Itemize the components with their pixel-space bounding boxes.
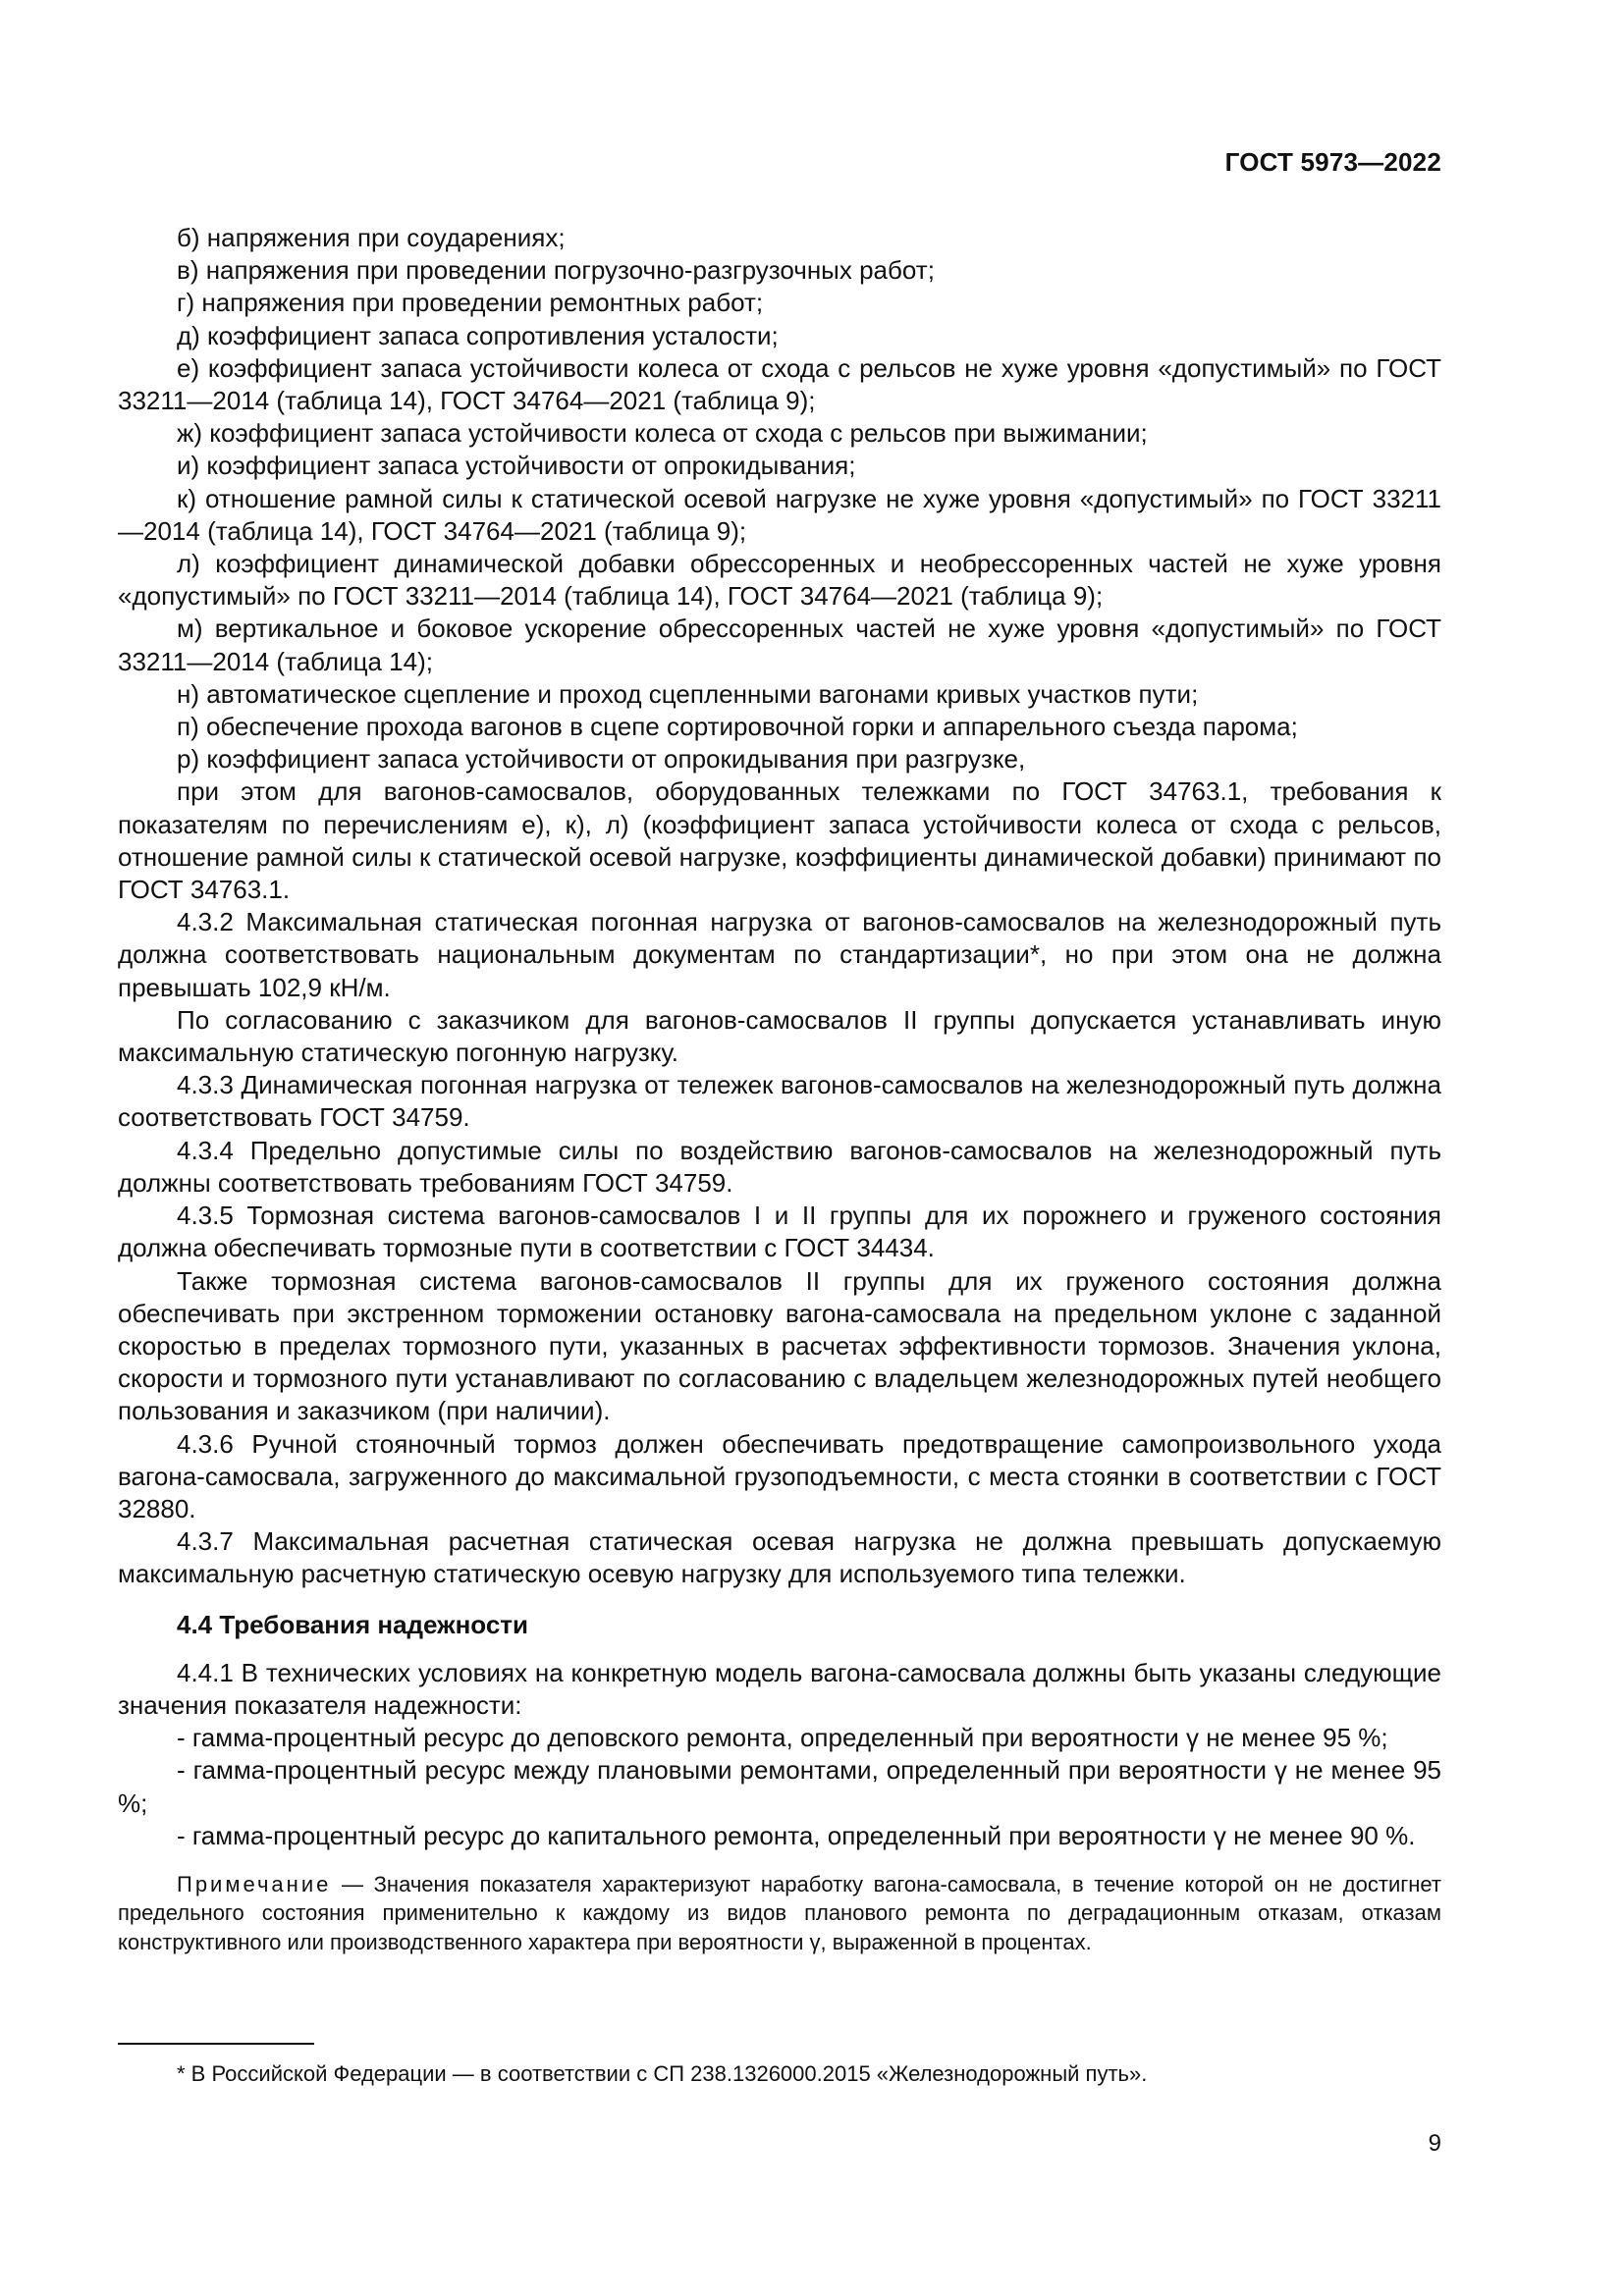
clause-4-3-2: 4.3.2 Максимальная статическая погонная нагрузка от вагонов-самосвалов на железнодорожный путь должна соответствовать национальным документам по стандартизации*, но при этом она не должна превышать 102,9 кН/м. <box>118 907 1441 1002</box>
list-item-l: л) коэффициент динамической добавки обрессоренных и необрессоренных частей не хуже уровня «допустимый» по ГОСТ 33211—2014 (таблица 14), ГОСТ 34764—2021 (таблица 9); <box>118 549 1441 612</box>
list-item-zh: ж) коэффициент запаса устойчивости колеса от схода с рельсов при выжимании; <box>177 418 1148 449</box>
list-item-m: м) вертикальное и боковое ускорение обрессоренных частей не хуже уровня «допустимый» по ГОСТ 33211—2014 (таблица 14); <box>118 614 1441 676</box>
note-label: Примечание <box>177 1871 332 1896</box>
clause-4-3-5: 4.3.5 Тормозная система вагонов-самосвалов I и II группы для их порожнего и груженого состояния должна обеспечивать тормозные пути в соответствии с ГОСТ 34434. <box>118 1201 1441 1263</box>
clause-4-4-1: 4.4.1 В технических условиях на конкретную модель вагона-самосвала должны быть указаны следующие значения показателя надежности: <box>118 1657 1441 1720</box>
footnote: * В Российской Федерации — в соответствии с СП 238.1326000.2015 «Железнодорожный путь». <box>177 2061 1148 2086</box>
note-block <box>118 1870 1441 1957</box>
clause-4-3-6: 4.3.6 Ручной стояночный тормоз должен обеспечивать предотвращение самопроизвольного ухода вагона-самосвала, загруженного до максимальной грузоподъемности, с места стоянки в соответствии с ГОСТ 32880. <box>118 1428 1441 1523</box>
reliability-item-capital: - гамма-процентный ресурс до капитального ремонта, определенный при вероятности γ не менее 90 %. <box>177 1820 1416 1850</box>
list-continuation: при этом для вагонов-самосвалов, оборудованных тележками по ГОСТ 34763.1, требования к показателям по перечислениям е), к), л) (коэффициент запаса устойчивости колеса от схода с рельсов, отношение рамной силы к статической осевой нагрузке, коэффициенты динамической добавки) принимают по ГОСТ 34763.1. <box>118 776 1441 905</box>
list-item-r: р) коэффициент запаса устойчивости от опрокидывания при разгрузке, <box>177 744 1026 774</box>
list-item-n: н) автоматическое сцепление и проход сцепленными вагонами кривых участков пути; <box>177 678 1199 709</box>
clause-4-3-5-addendum: Также тормозная система вагонов-самосвалов II группы для их груженого состояния должна обеспечивать при экстренном торможении остановку вагона-самосвала на предельном уклоне с заданной скоростью в пределах тормозного пути, указанных в расчетах эффективности тормозов. Значения уклона, скорости и тормозного пути устанавливают по согласованию с владельцем железнодорожных путей необщего пользования и заказчиком (при наличии). <box>118 1265 1441 1426</box>
list-item-e: е) коэффициент запаса устойчивости колеса от схода с рельсов не хуже уровня «допустимый» по ГОСТ 33211—2014 (таблица 14), ГОСТ 34764—2021 (таблица 9); <box>118 352 1441 416</box>
clause-4-3-7: 4.3.7 Максимальная расчетная статическая осевая нагрузка не должна превышать допускаемую максимальную расчетную статическую осевую нагрузку для используемого типа тележки. <box>118 1526 1441 1589</box>
list-item-d: д) коэффициент запаса сопротивления усталости; <box>177 320 779 350</box>
list-item-p: п) обеспечение прохода вагонов в сцепе сортировочной горки и аппарельного съезда парома; <box>177 712 1298 742</box>
reliability-item-planned: - гамма-процентный ресурс между плановыми ремонтами, определенный при вероятности γ не менее 95 %; <box>118 1755 1441 1818</box>
list-item-g: г) напряжения при проведении ремонтных работ; <box>177 288 764 318</box>
document-code-header: ГОСТ 5973—2022 <box>1224 147 1441 177</box>
list-item-v: в) напряжения при проведении погрузочно-разгрузочных работ; <box>177 255 935 286</box>
document-body <box>118 222 1441 1956</box>
note-text: — Значения показателя характеризуют наработку вагона-самосвала, в течение которой он не достигнет предельного состояния применительно к каждому из видов планового ремонта по деградационным отказам, отказам конструктивного или производственного характера при вероятности γ, выраженной в процентах. <box>118 1871 1441 1954</box>
page-number: 9 <box>1428 2130 1441 2157</box>
list-item-k: к) отношение рамной силы к статической осевой нагрузке не хуже уровня «допустимый» по ГОСТ 33211—2014 (таблица 14), ГОСТ 34764—2021 (таблица 9); <box>118 483 1441 546</box>
list-item-i: и) коэффициент запаса устойчивости от опрокидывания; <box>177 451 856 481</box>
section-heading-4-4: 4.4 Требования надежности <box>177 1609 529 1639</box>
reliability-item-depot: - гамма-процентный ресурс до деповского ремонта, определенный при вероятности γ не менее 95 %; <box>177 1723 1388 1753</box>
footnote-separator <box>118 2043 314 2045</box>
clause-4-3-4: 4.3.4 Предельно допустимые силы по воздействию вагонов-самосвалов на железнодорожный путь должны соответствовать требованиям ГОСТ 34759. <box>118 1135 1441 1198</box>
clause-4-3-3: 4.3.3 Динамическая погонная нагрузка от тележек вагонов-самосвалов на железнодорожный путь должна соответствовать ГОСТ 34759. <box>118 1070 1441 1133</box>
list-item-b: б) напряжения при соударениях; <box>177 223 566 252</box>
clause-4-3-2-addendum: По согласованию с заказчиком для вагонов-самосвалов II группы допускается устанавливать иную максимальную статическую погонную нагрузку. <box>118 1004 1441 1068</box>
